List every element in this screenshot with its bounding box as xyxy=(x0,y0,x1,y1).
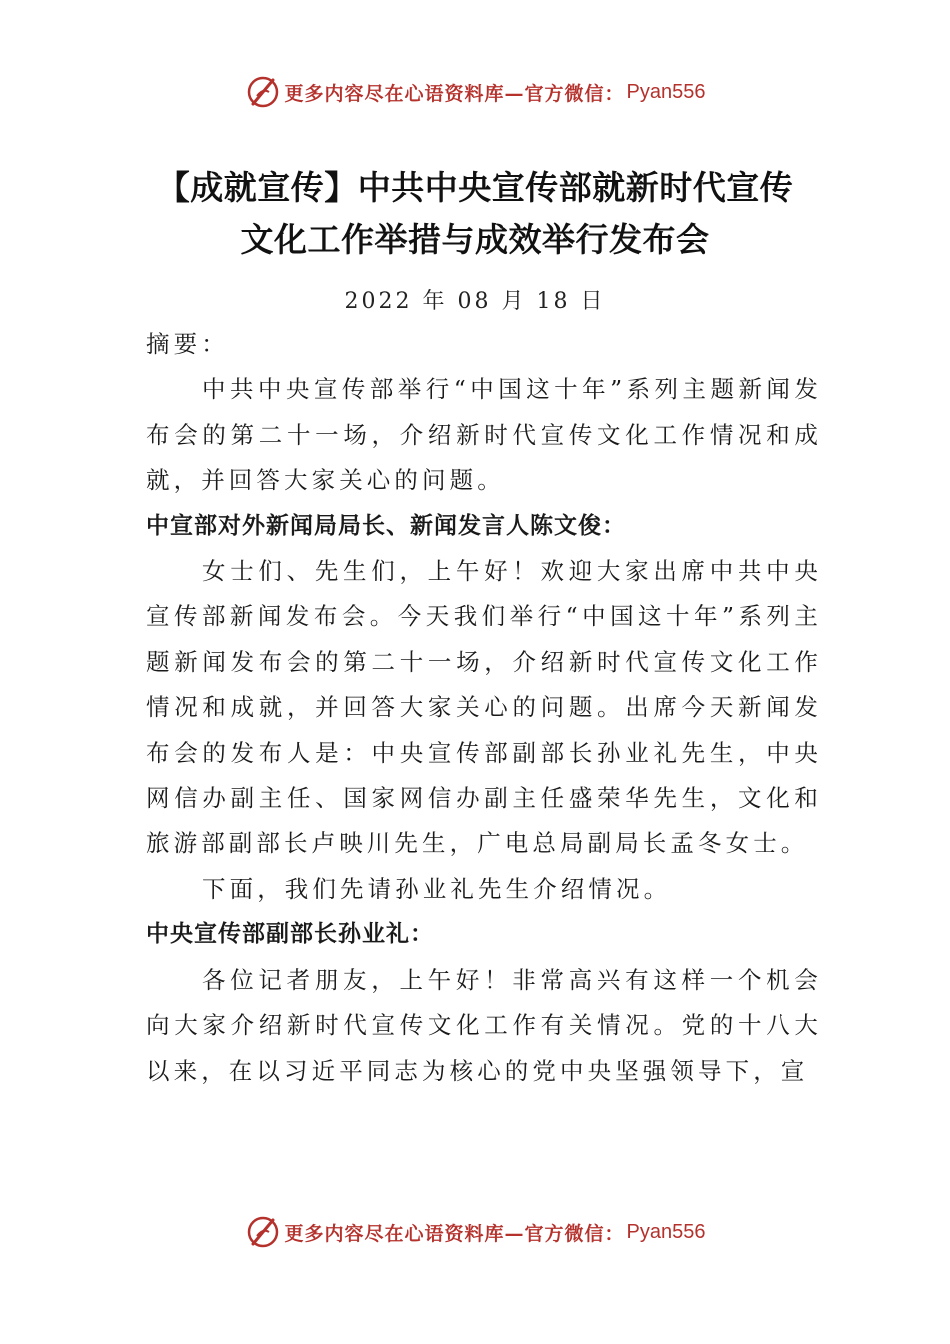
document-body xyxy=(146,322,822,1094)
wechat-handle: Pyan556 xyxy=(626,1220,706,1243)
summary-paragraph: 中共中央宣传部举行“中国这十年”系列主题新闻发布会的第二十一场，介绍新时代宣传文化工作情况和成就，并回答大家关心的问题。 xyxy=(146,375,822,495)
pen-logo-icon xyxy=(245,74,281,110)
wechat-handle: Pyan556 xyxy=(626,80,706,103)
footer-banner xyxy=(0,1212,950,1252)
banner-text: 更多内容尽在心语资料库—官方微信： xyxy=(284,1222,625,1245)
speaker-heading: 中央宣传部副部长孙业礼： xyxy=(146,921,434,948)
title-line-1: 【成就宣传】中共中央宣传部就新时代宣传 xyxy=(156,168,794,207)
summary-label: 摘要： xyxy=(146,330,229,358)
banner-text: 更多内容尽在心语资料库—官方微信： xyxy=(284,82,625,105)
paragraph: 下面，我们先请孙业礼先生介绍情况。 xyxy=(202,874,672,903)
speaker-heading: 中宣部对外新闻局局长、新闻发言人陈文俊： xyxy=(146,512,626,539)
header-banner xyxy=(0,72,950,112)
paragraph: 各位记者朋友，上午好！非常高兴有这样一个机会向大家介绍新时代宣传文化工作有关情况。党的十八大以来，在以习近平同志为核心的党中央坚强领导下，宣 xyxy=(146,965,822,1085)
document-title xyxy=(120,162,830,266)
pen-logo-icon xyxy=(245,1214,281,1250)
document-date: 2022 年 08 月 18 日 xyxy=(344,289,606,314)
paragraph: 女士们、先生们，上午好！欢迎大家出席中共中央宣传部新闻发布会。今天我们举行“中国这十年”系列主题新闻发布会的第二十一场，介绍新时代宣传文化工作情况和成就，并回答大家关心的问题。出席今天新闻发布会的发布人是：中央宣传部副部长孙业礼先生，中央网信办副主任、国家网信办副主任盛荣华先生，文化和旅游部副部长卢映川先生，广电总局副局长孟冬女士。 xyxy=(146,557,822,858)
title-line-2: 文化工作举措与成效举行发布会 xyxy=(240,220,710,259)
